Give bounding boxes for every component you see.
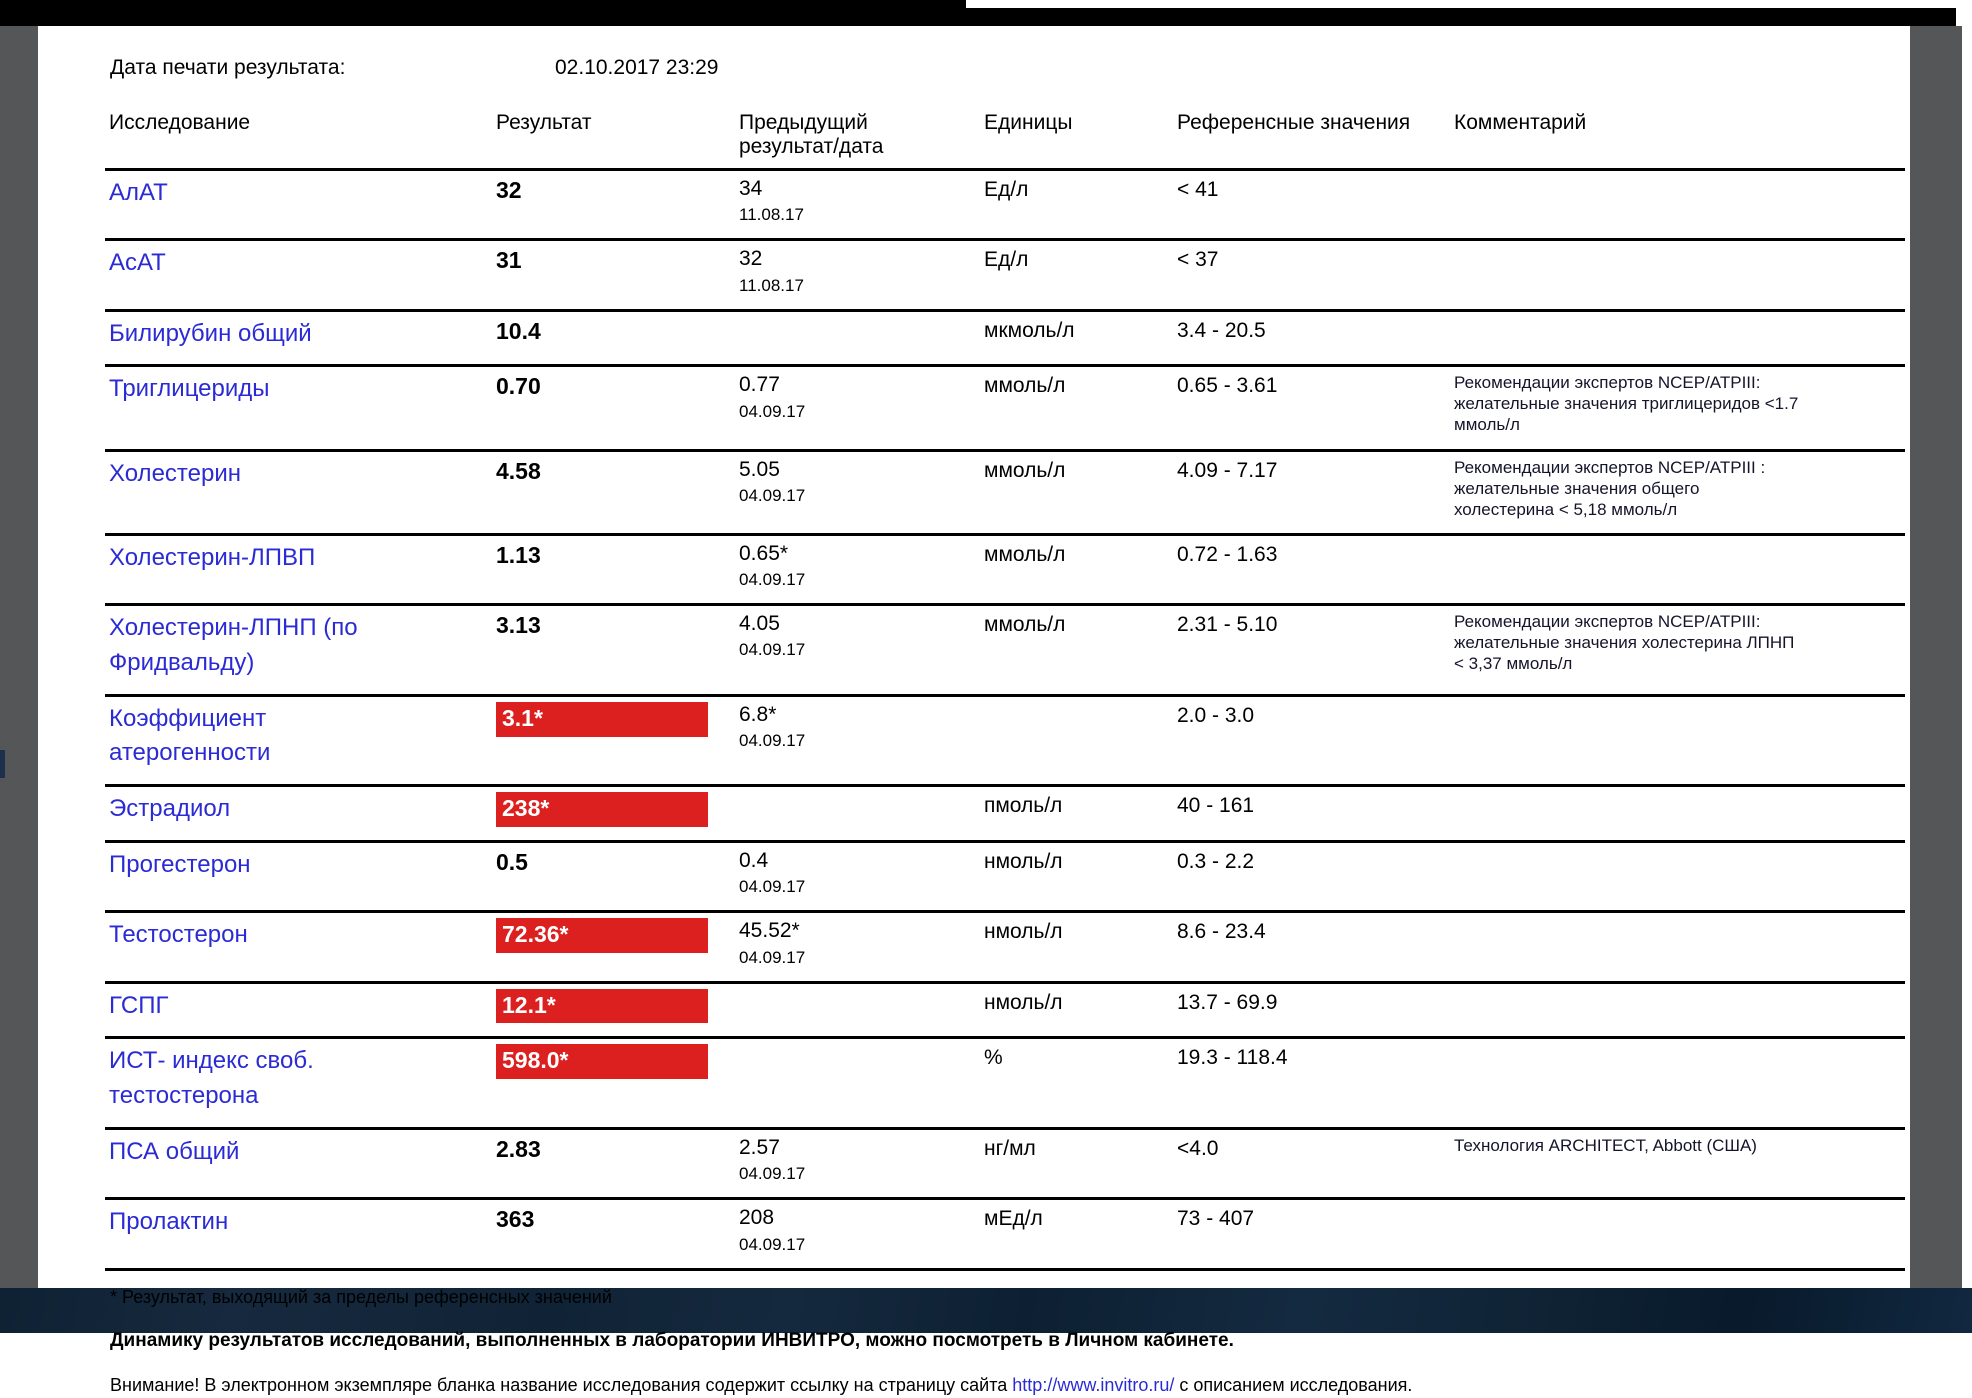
reference-range-value: 2.31 - 5.10	[1177, 613, 1278, 637]
table-row	[105, 605, 1905, 696]
test-name-link[interactable]: Эстрадиол	[109, 795, 231, 823]
units-value: мкмоль/л	[984, 318, 1075, 342]
previous-result-date: 11.08.17	[739, 275, 804, 295]
test-name-link[interactable]: АсАТ	[109, 249, 166, 277]
dynamics-note: Динамику результатов исследований, выполненных в лаборатории ИНВИТРО, можно посмотреть в Личном кабинете.	[110, 1329, 1234, 1351]
result-value: 4.58	[496, 457, 541, 484]
print-date-row	[110, 56, 1910, 80]
previous-result-value: 2.57	[739, 1136, 780, 1160]
test-name-link[interactable]: ПСА общий	[109, 1138, 240, 1166]
table-row	[105, 240, 1905, 310]
previous-result-value: 5.05	[739, 457, 780, 481]
column-header-result: Результат	[492, 106, 735, 170]
result-value: 72.36*	[496, 918, 708, 953]
result-value: 1.13	[496, 541, 541, 568]
result-value: 12.1*	[496, 989, 708, 1024]
previous-result-value: 0.77	[739, 373, 780, 397]
reference-range-value: <4.0	[1177, 1137, 1219, 1161]
units-value: ммоль/л	[984, 613, 1066, 637]
result-value: 363	[496, 1206, 535, 1233]
comment-text: Технология ARCHITECT, Abbott (США)	[1454, 1136, 1757, 1156]
units-value: Ед/л	[984, 248, 1029, 272]
reference-range-value: 2.0 - 3.0	[1177, 703, 1255, 727]
reference-range-value: 8.6 - 23.4	[1177, 920, 1266, 944]
result-value: 3.13	[496, 612, 541, 639]
reference-range-value: < 37	[1177, 248, 1219, 272]
units-value: нг/мл	[984, 1137, 1036, 1161]
test-name-link[interactable]: Коэффициент атерогенности	[109, 704, 271, 767]
column-header-units: Единицы	[980, 106, 1173, 170]
previous-result-value: 0.65*	[739, 541, 789, 565]
table-row	[105, 310, 1905, 366]
test-name-link[interactable]: Холестерин-ЛПВП	[109, 543, 316, 571]
result-value: 10.4	[496, 317, 541, 344]
result-value: 238*	[496, 792, 708, 827]
table-row	[105, 534, 1905, 604]
comment-text: Рекомендации экспертов NCEP/ATPIII: желательные значения холестерина ЛПНП < 3,37 ммоль/л	[1454, 612, 1795, 674]
result-value: 31	[496, 247, 522, 274]
previous-result-value: 4.05	[739, 612, 780, 636]
previous-result-value: 0.4	[739, 849, 769, 873]
previous-result-date: 04.09.17	[739, 401, 806, 421]
units-value: ммоль/л	[984, 458, 1066, 482]
result-value: 0.5	[496, 849, 528, 876]
table-row	[105, 170, 1905, 240]
reference-range-value: 0.65 - 3.61	[1177, 374, 1278, 398]
reference-range-value: 73 - 407	[1177, 1207, 1255, 1231]
attention-note	[110, 1372, 1755, 1398]
previous-result-date: 04.09.17	[739, 730, 806, 750]
left-edge-notch	[0, 750, 5, 778]
reference-range-value: < 41	[1177, 178, 1219, 201]
previous-result-date: 04.09.17	[739, 1234, 806, 1254]
table-row	[105, 695, 1905, 786]
table-row	[105, 1038, 1905, 1129]
reference-range-value: 40 - 161	[1177, 794, 1255, 818]
result-value: 2.83	[496, 1136, 541, 1163]
units-value: нмоль/л	[984, 920, 1063, 944]
previous-result-value: 45.52*	[739, 919, 800, 943]
lab-results-page	[38, 26, 1910, 1395]
table-row	[105, 450, 1905, 534]
result-value: 3.1*	[496, 702, 708, 737]
column-header-previous: Предыдущий результат/дата	[735, 106, 980, 170]
column-header-comment: Комментарий	[1450, 106, 1905, 170]
result-value: 32	[496, 177, 522, 203]
table-row	[105, 366, 1905, 450]
column-header-reference: Референсные значения	[1173, 106, 1450, 170]
previous-result-date: 04.09.17	[739, 485, 806, 505]
test-name-link[interactable]: Холестерин-ЛПНП (по Фридвальду)	[109, 614, 358, 676]
table-row	[105, 912, 1905, 982]
test-name-link[interactable]: Прогестерон	[109, 851, 251, 879]
test-name-link[interactable]: Билирубин общий	[109, 319, 312, 347]
units-value: ммоль/л	[984, 542, 1066, 566]
previous-result-date: 04.09.17	[739, 947, 806, 967]
column-header-study: Исследование	[105, 106, 492, 170]
result-value: 0.70	[496, 373, 541, 400]
viewer-background-right	[1910, 26, 1962, 1288]
attention-note-suffix: с описанием исследования.	[1174, 1374, 1413, 1395]
units-value: мЕд/л	[984, 1207, 1043, 1231]
reference-range-value: 19.3 - 118.4	[1177, 1046, 1288, 1070]
previous-result-date: 04.09.17	[739, 1164, 806, 1184]
units-value: Ед/л	[984, 178, 1029, 201]
table-row	[105, 1199, 1905, 1269]
comment-text: Рекомендации экспертов NCEP/ATPIII: желательные значения триглицеридов <1.7 ммоль/л	[1454, 373, 1799, 435]
window-top-bar	[0, 8, 1956, 26]
result-value: 598.0*	[496, 1044, 708, 1079]
table-header-row	[105, 106, 1905, 170]
table-row	[105, 786, 1905, 842]
table-row	[105, 1129, 1905, 1199]
previous-result-date: 04.09.17	[739, 877, 806, 897]
units-value: нмоль/л	[984, 990, 1063, 1014]
units-value: нмоль/л	[984, 850, 1063, 874]
test-name-link[interactable]: АлАТ	[109, 179, 168, 206]
attention-note-prefix: Внимание! В электронном экземпляре бланка название исследования содержит ссылку на страницу сайта	[110, 1374, 1013, 1395]
previous-result-value: 6.8*	[739, 702, 777, 726]
units-value: %	[984, 1046, 1003, 1070]
reference-range-value: 13.7 - 69.9	[1177, 990, 1278, 1014]
units-value: пмоль/л	[984, 794, 1063, 818]
previous-result-date: 04.09.17	[739, 640, 806, 660]
table-row	[105, 842, 1905, 912]
previous-result-value: 34	[739, 177, 763, 200]
invitro-site-link[interactable]: http://www.invitro.ru/	[1012, 1374, 1175, 1395]
reference-range-value: 0.3 - 2.2	[1177, 850, 1255, 874]
previous-result-date: 04.09.17	[739, 570, 806, 590]
window-top-bar-left	[0, 0, 966, 8]
reference-range-value: 3.4 - 20.5	[1177, 318, 1266, 342]
results-table	[105, 106, 1905, 1271]
asterisk-note: * Результат, выходящий за пределы референсных значений	[110, 1286, 612, 1307]
comment-text: Рекомендации экспертов NCEP/ATPIII : желательные значения общего холестерина < 5,18 ммоль/л	[1454, 457, 1766, 519]
test-name-link[interactable]: Тестостерон	[109, 921, 248, 949]
test-name-link[interactable]: Триглицериды	[109, 375, 270, 403]
results-table-body	[105, 170, 1905, 1270]
previous-result-value: 208	[739, 1206, 775, 1230]
previous-result-date: 11.08.17	[739, 205, 804, 225]
units-value: ммоль/л	[984, 374, 1066, 398]
previous-result-value: 32	[739, 247, 763, 271]
reference-range-value: 0.72 - 1.63	[1177, 542, 1278, 566]
viewer-background-left	[0, 26, 38, 1288]
table-row	[105, 982, 1905, 1038]
print-date-label: Дата печати результата:	[110, 56, 346, 79]
print-date-value: 02.10.2017 23:29	[555, 56, 719, 79]
test-name-link[interactable]: Пролактин	[109, 1208, 229, 1236]
test-name-link[interactable]: ГСПГ	[109, 991, 169, 1019]
reference-range-value: 4.09 - 7.17	[1177, 458, 1278, 482]
test-name-link[interactable]: ИСТ- индекс своб. тестостерона	[109, 1047, 314, 1110]
test-name-link[interactable]: Холестерин	[109, 459, 241, 487]
